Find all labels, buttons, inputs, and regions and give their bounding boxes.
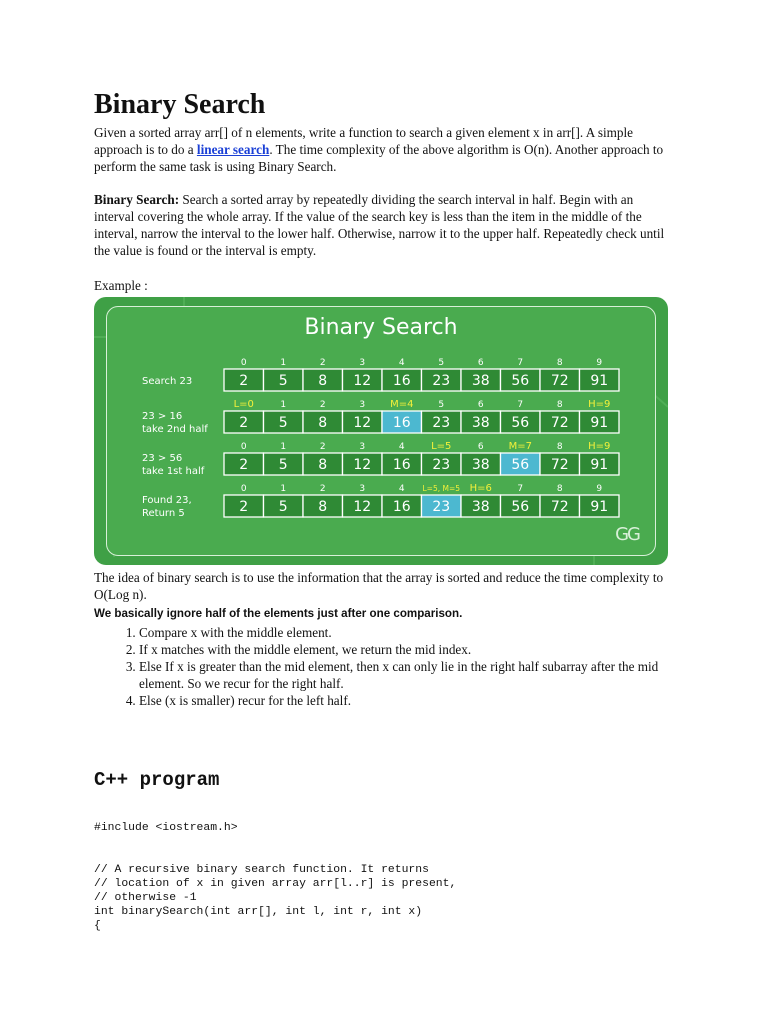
cell-value: 91 [590,373,609,389]
list-item: 1. Compare x with the middle element. [139,624,674,641]
code-line: // A recursive binary search function. It returns [94,864,429,876]
index-label: 4 [398,442,405,452]
cell-value: 2 [239,373,249,389]
index-label: 2 [319,442,326,452]
index-label: 7 [517,400,524,410]
cell-value: 91 [590,457,609,473]
cell-value: 2 [239,415,249,431]
page-title: Binary Search [94,89,266,120]
cell-value: 38 [471,415,490,431]
cell-value: 91 [590,415,609,431]
code-line: // otherwise -1 [94,892,197,904]
index-label: 5 [438,400,445,410]
geeksforgeeks-logo: GG [615,524,639,545]
index-label: 8 [556,484,563,494]
index-label: 9 [596,358,603,368]
index-label: 5 [438,358,445,368]
index-label: 2 [319,358,326,368]
cell-value: 8 [318,415,328,431]
pointer-marker: H=9 [588,399,611,410]
pointer-marker: L=0 [233,399,254,410]
definition-text: Search a sorted array by repeatedly dividing the search interval in half. Begin with an interval covering the whole array. If the value of the search key is less than the item in the middle of the interval, narrow the interval to the lower half. Otherwise, narrow it to the upper half. Repeatedly check until the value is found or the interval is empty. [94,192,665,258]
figure-frame [106,306,656,556]
index-label: 4 [398,358,405,368]
code-block [94,863,674,933]
cell-value: 12 [353,373,372,389]
index-label: 7 [517,484,524,494]
index-label: 8 [556,400,563,410]
index-label: 1 [280,442,287,452]
row-label: 23 > 56 [142,453,183,464]
cell-value: 23 [432,415,451,431]
index-label: 0 [240,484,247,494]
index-label: 6 [477,400,484,410]
index-label: 1 [280,358,287,368]
index-label: 4 [398,484,405,494]
example-label: Example : [94,278,148,293]
pointer-marker: H=6 [469,483,492,494]
index-label: 8 [556,442,563,452]
row-label: take 2nd half [142,424,208,435]
pointer-marker: M=4 [390,399,414,410]
cell-value: 5 [278,499,288,515]
cell-value: 56 [511,415,530,431]
code-line: int binarySearch(int arr[], int l, int r, int x) [94,906,423,918]
cell-value: 38 [471,373,490,389]
pointer-marker: L=5 [431,441,452,452]
intro-text-after: . The time complexity of the above algorithm is O(n). Another approach to perform the same task is using Binary Search. [94,142,664,174]
cell-value: 5 [278,457,288,473]
pointer-marker: L=5, M=5 [422,484,461,493]
row-label: Found 23, [142,495,192,506]
cell-value: 16 [392,373,411,389]
cell-value: 16 [392,415,411,431]
cell-value: 5 [278,373,288,389]
index-label: 6 [477,442,484,452]
cell-value: 2 [239,457,249,473]
index-label: 3 [359,400,366,410]
code-line: // location of x in given array arr[l..r] is present, [94,878,457,890]
cell-value: 23 [432,457,451,473]
list-item: 3. Else If x is greater than the mid element, then x can only lie in the right half subarray after the mid element. So we recur for the right half. [139,658,674,692]
program-heading: C++ program [94,769,220,791]
cell-value: 8 [318,457,328,473]
index-label: 3 [359,358,366,368]
index-label: 0 [240,358,247,368]
index-label: 3 [359,484,366,494]
linear-search-link[interactable]: linear search [196,142,270,157]
cell-value: 12 [353,415,372,431]
code-line: { [94,920,101,932]
index-label: 2 [319,400,326,410]
intro-text-before: Given a sorted array arr[] of n elements, write a function to search a given element x in arr[]. A simple approach is to do a [94,125,634,157]
pointer-marker: M=7 [508,441,532,452]
index-label: 8 [556,358,563,368]
array-diagram [107,307,655,555]
pointer-marker: H=9 [588,441,611,452]
idea-paragraph: The idea of binary search is to use the information that the array is sorted and reduce the time complexity to O(Log n). [94,570,664,602]
cell-value: 72 [550,415,569,431]
cell-value: 72 [550,373,569,389]
index-label: 1 [280,400,287,410]
cell-value: 8 [318,373,328,389]
cell-value: 38 [471,499,490,515]
cell-value: 38 [471,457,490,473]
index-label: 2 [319,484,326,494]
cell-value: 23 [432,499,451,515]
cell-value: 72 [550,457,569,473]
cell-value: 16 [392,499,411,515]
row-label: 23 > 16 [142,411,183,422]
cell-value: 23 [432,373,451,389]
row-label: take 1st half [142,466,205,477]
index-label: 3 [359,442,366,452]
index-label: 1 [280,484,287,494]
cell-value: 72 [550,499,569,515]
cell-value: 56 [511,373,530,389]
row-label: Search 23 [142,376,193,387]
definition-term: Binary Search: [94,192,180,207]
list-item: 2. If x matches with the middle element, we return the mid index. [139,641,674,658]
index-label: 6 [477,358,484,368]
cell-value: 5 [278,415,288,431]
list-item: 4. Else (x is smaller) recur for the left half. [139,692,674,709]
steps-list [94,624,674,709]
cell-value: 91 [590,499,609,515]
index-label: 9 [596,484,603,494]
definition-paragraph [94,191,674,259]
cell-value: 12 [353,457,372,473]
cell-value: 2 [239,499,249,515]
binary-search-figure [94,297,668,565]
ignore-note: We basically ignore half of the elements just after one comparison. [94,607,463,620]
figure-title: Binary Search [304,315,458,340]
code-include-line: #include <iostream.h> [94,822,238,834]
cell-value: 56 [511,457,530,473]
cell-value: 16 [392,457,411,473]
cell-value: 12 [353,499,372,515]
cell-value: 56 [511,499,530,515]
intro-paragraph [94,124,674,175]
index-label: 0 [240,442,247,452]
row-label: Return 5 [142,508,185,519]
index-label: 7 [517,358,524,368]
cell-value: 8 [318,499,328,515]
document-content [94,86,674,933]
